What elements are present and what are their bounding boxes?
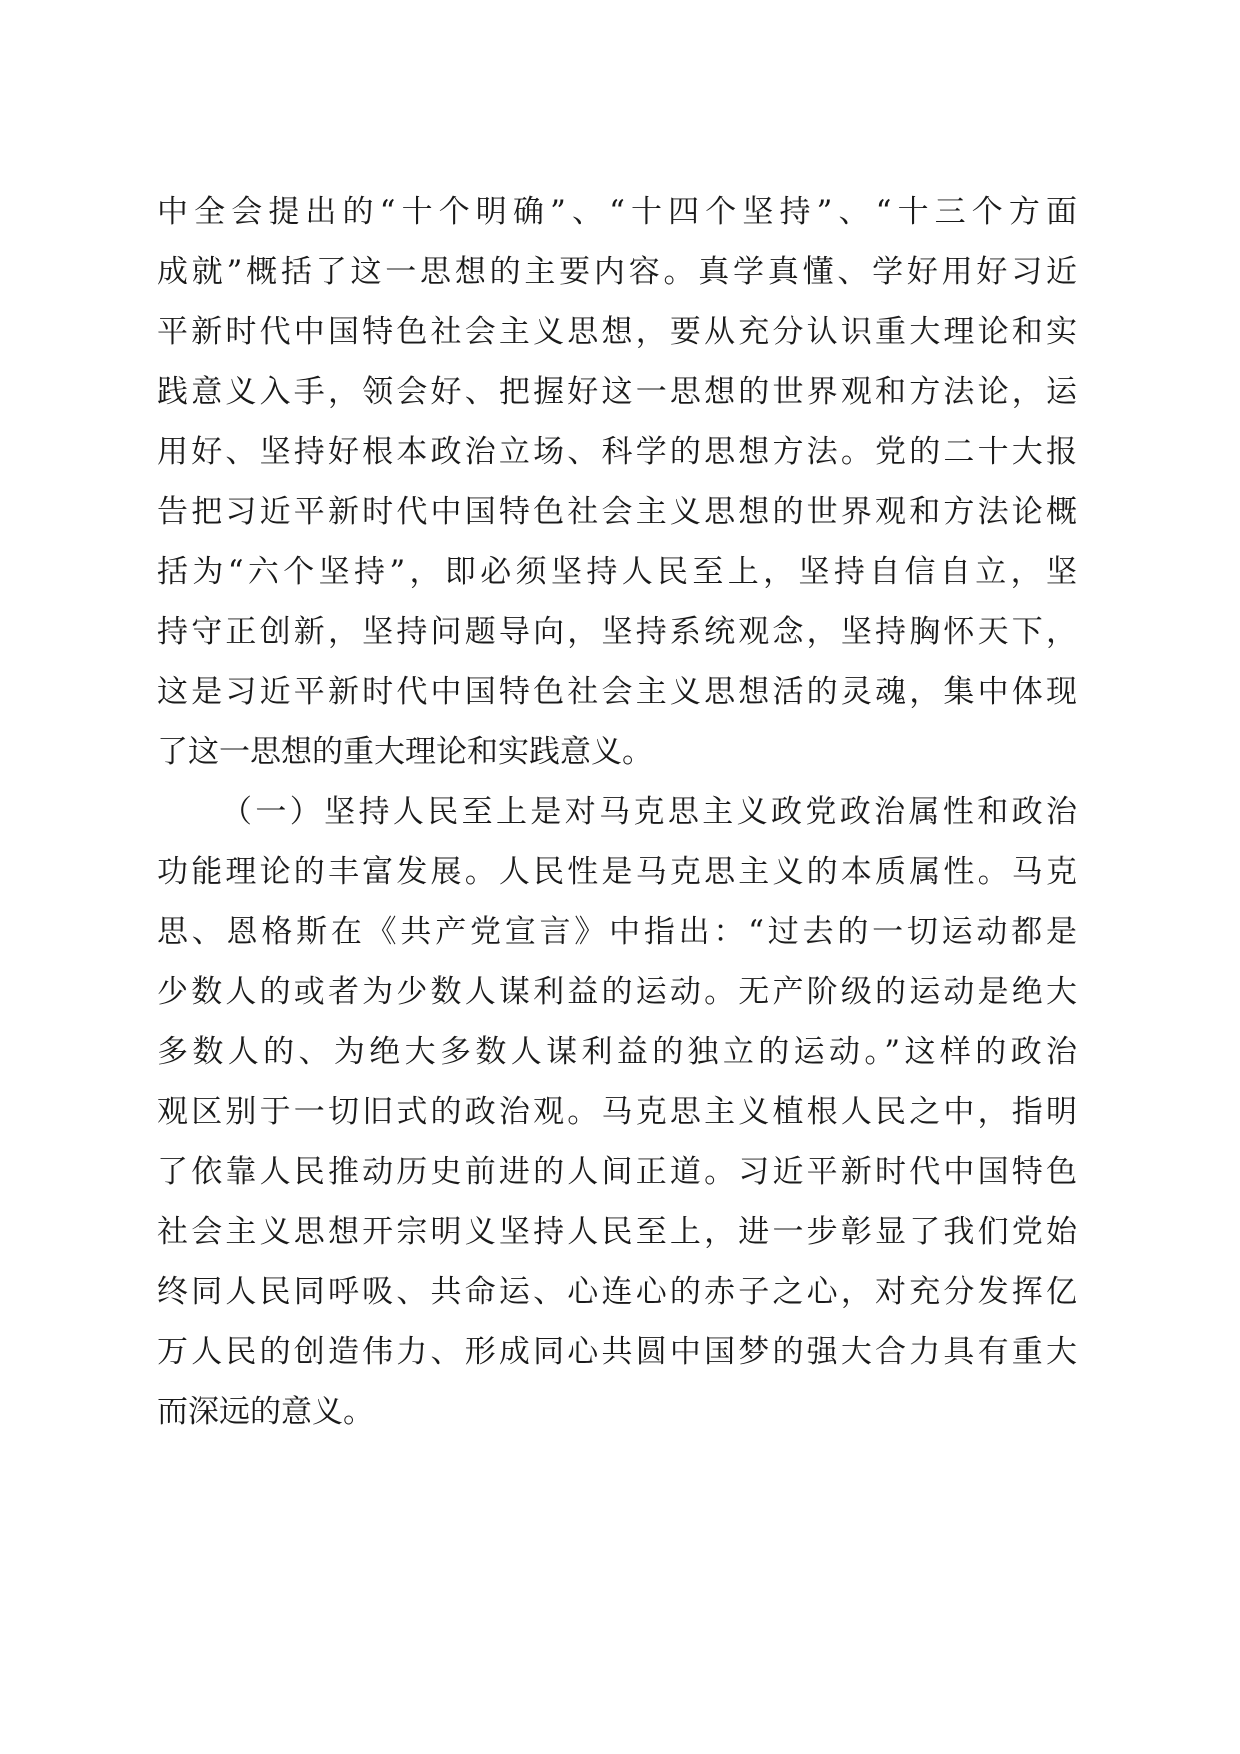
paragraph-1 — [157, 182, 1077, 782]
paragraph-line: 持守正创新，坚持问题导向，坚持系统观念，坚持胸怀天下， — [157, 614, 1077, 650]
paragraph-line: （一）坚持人民至上是对马克思主义政党政治属性和政治 — [221, 794, 1077, 830]
paragraph-line: 括为“六个坚持”，即必须坚持人民至上，坚持自信自立，坚 — [157, 554, 1077, 590]
paragraph-line: 这是习近平新时代中国特色社会主义思想活的灵魂，集中体现 — [157, 674, 1077, 710]
paragraph-line: 少数人的或者为少数人谋利益的运动。无产阶级的运动是绝大 — [157, 974, 1077, 1010]
paragraph-2 — [157, 782, 1077, 1442]
paragraph-line: 观区别于一切旧式的政治观。马克思主义植根人民之中，指明 — [157, 1094, 1077, 1130]
paragraph-line: 万人民的创造伟力、形成同心共圆中国梦的强大合力具有重大 — [157, 1334, 1077, 1370]
paragraph-line: 告把习近平新时代中国特色社会主义思想的世界观和方法论概 — [157, 494, 1077, 530]
paragraph-line: 而深远的意义。 — [157, 1394, 374, 1430]
paragraph-line: 践意义入手，领会好、把握好这一思想的世界观和方法论，运 — [157, 374, 1077, 410]
paragraph-line: 平新时代中国特色社会主义思想，要从充分认识重大理论和实 — [157, 314, 1077, 350]
document-body — [157, 182, 1077, 1442]
paragraph-line: 中全会提出的“十个明确”、“十四个坚持”、“十三个方面 — [157, 194, 1077, 230]
paragraph-line: 思、恩格斯在《共产党宣言》中指出：“过去的一切运动都是 — [157, 914, 1077, 950]
paragraph-line: 功能理论的丰富发展。人民性是马克思主义的本质属性。马克 — [157, 854, 1077, 890]
paragraph-line: 用好、坚持好根本政治立场、科学的思想方法。党的二十大报 — [157, 434, 1077, 470]
paragraph-line: 多数人的、为绝大多数人谋利益的独立的运动。”这样的政治 — [157, 1034, 1077, 1070]
paragraph-line: 了依靠人民推动历史前进的人间正道。习近平新时代中国特色 — [157, 1154, 1077, 1190]
paragraph-line: 了这一思想的重大理论和实践意义。 — [157, 734, 653, 770]
paragraph-line: 成就”概括了这一思想的主要内容。真学真懂、学好用好习近 — [157, 254, 1077, 290]
paragraph-line: 终同人民同呼吸、共命运、心连心的赤子之心，对充分发挥亿 — [157, 1274, 1077, 1310]
paragraph-line: 社会主义思想开宗明义坚持人民至上，进一步彰显了我们党始 — [157, 1214, 1077, 1250]
